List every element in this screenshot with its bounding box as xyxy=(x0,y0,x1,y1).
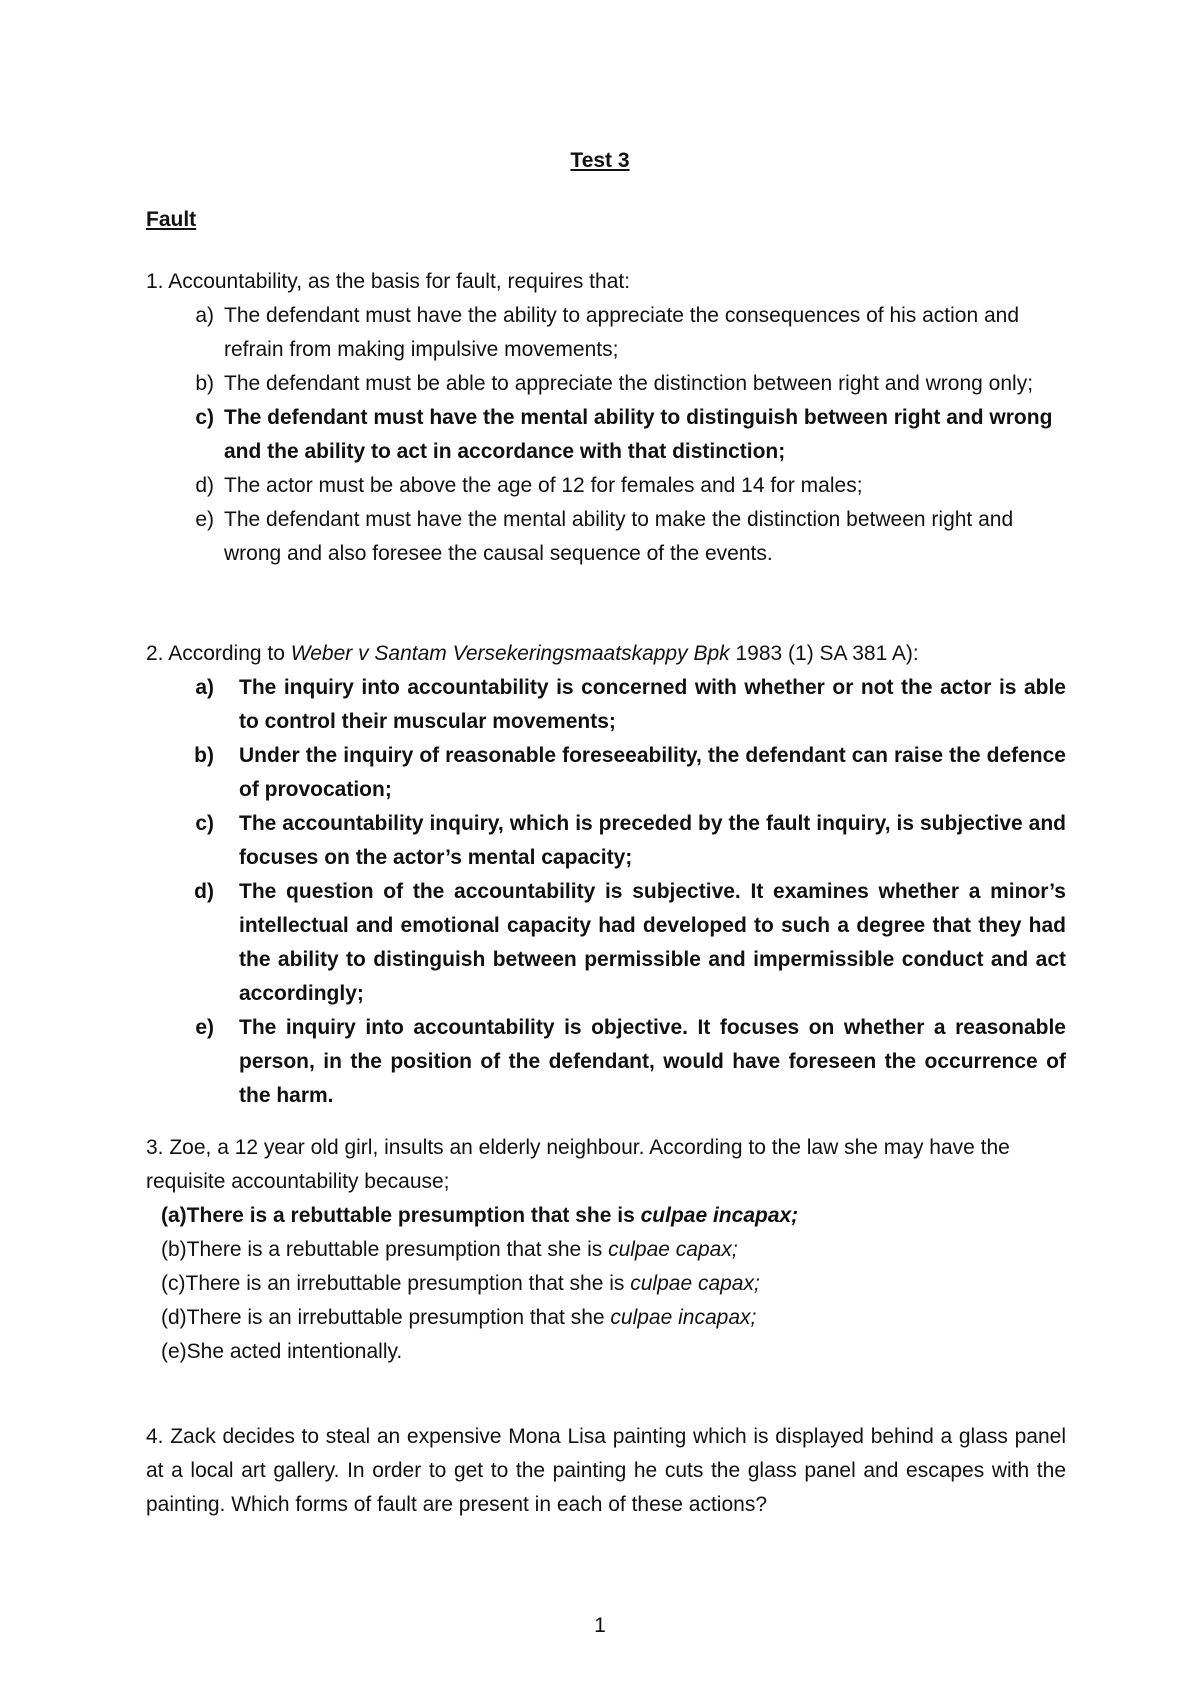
option-item xyxy=(146,299,1066,367)
option-text: The inquiry into accountability is concerned with whether or not the actor is able to control their muscular movements; xyxy=(239,676,1066,733)
option-label: e) xyxy=(195,1016,214,1039)
option-label: b) xyxy=(195,372,214,395)
option-label: d) xyxy=(194,880,214,903)
option-text: The inquiry into accountability is objective. It focuses on whether a reasonable person, in the position of the defendant, would have foreseen the occurrence of the harm. xyxy=(239,1016,1066,1107)
question-2 xyxy=(146,637,1066,1113)
option-item xyxy=(146,469,1066,503)
question-4 xyxy=(146,1420,1066,1522)
latin-term: culpae incapax; xyxy=(610,1306,757,1329)
question-1 xyxy=(146,265,1066,571)
latin-term: culpae capax; xyxy=(608,1238,738,1261)
section-heading: Fault xyxy=(146,208,197,231)
option-text xyxy=(186,1267,1067,1301)
latin-term: culpae incapax; xyxy=(640,1204,799,1227)
stem-prefix: 2. According to xyxy=(146,642,291,665)
option-body: There is an irrebuttable presumption that she xyxy=(186,1306,611,1329)
option-text xyxy=(187,1233,1066,1267)
option-label: (c) xyxy=(161,1272,186,1295)
option-label: c) xyxy=(195,812,214,835)
option-label: e) xyxy=(195,508,214,531)
option-text: The defendant must have the mental ability to distinguish between right and wrong and the ability to act in accordance with that distinction; xyxy=(224,406,1053,463)
option-label: (e) xyxy=(161,1340,187,1363)
option-list xyxy=(146,299,1066,571)
option-text: The actor must be above the age of 12 for females and 14 for males; xyxy=(224,474,863,497)
option-label: a) xyxy=(195,304,214,327)
option-item xyxy=(146,739,1066,807)
page-number: 1 xyxy=(594,1614,606,1637)
option-label: (a) xyxy=(161,1204,187,1227)
option-list xyxy=(146,671,1066,1113)
option-text: The question of the accountability is subjective. It examines whether a minor’s intellectual and emotional capacity had developed to such a degree that they had the ability to distinguish between permissible and impermissible conduct and act accordingly; xyxy=(239,880,1066,1005)
option-item xyxy=(146,807,1066,875)
question-stem xyxy=(146,637,1066,671)
latin-term: culpae capax; xyxy=(630,1272,760,1295)
question-stem: 3. Zoe, a 12 year old girl, insults an elderly neighbour. According to the law she may have the requisite accountability because; xyxy=(146,1136,1010,1193)
case-citation: Weber v Santam Versekeringsmaatskappy Bpk xyxy=(290,642,730,665)
option-text: The defendant must be able to appreciate the distinction between right and wrong only; xyxy=(224,372,1034,395)
option-item-correct xyxy=(146,401,1066,469)
option-item xyxy=(146,1011,1066,1113)
option-item xyxy=(161,1267,1066,1301)
document-title: Test 3 xyxy=(570,149,630,172)
option-item xyxy=(146,671,1066,739)
option-body: There is a rebuttable presumption that she is xyxy=(186,1204,641,1227)
stem-suffix: 1983 (1) SA 381 A): xyxy=(729,642,919,665)
option-text xyxy=(187,1199,1066,1233)
option-label: b) xyxy=(194,744,214,767)
option-body: There is an irrebuttable presumption that she is xyxy=(185,1272,631,1295)
option-item xyxy=(161,1335,1066,1369)
option-label: (d) xyxy=(161,1306,187,1329)
option-item-correct xyxy=(161,1199,1066,1233)
option-label: d) xyxy=(195,474,214,497)
option-item xyxy=(161,1301,1066,1335)
option-label: c) xyxy=(195,406,214,429)
option-text: The defendant must have the mental ability to make the distinction between right and wrong and also foresee the causal sequence of the events. xyxy=(224,508,1014,565)
option-item xyxy=(146,503,1066,571)
option-body: There is a rebuttable presumption that she is xyxy=(186,1238,609,1261)
option-label: a) xyxy=(195,676,214,699)
option-label: (b) xyxy=(161,1238,187,1261)
option-text: Under the inquiry of reasonable foreseeability, the defendant can raise the defence of provocation; xyxy=(239,744,1066,801)
option-text: She acted intentionally. xyxy=(186,1340,403,1363)
question-stem: 4. Zack decides to steal an expensive Mona Lisa painting which is displayed behind a glass panel at a local art gallery. In order to get to the painting he cuts the glass panel and escapes with the painting. Which forms of fault are present in each of these actions? xyxy=(146,1425,1066,1516)
option-text: The defendant must have the ability to appreciate the consequences of his action and refrain from making impulsive movements; xyxy=(224,304,1020,361)
question-3 xyxy=(146,1131,1066,1369)
question-stem: 1. Accountability, as the basis for fault, requires that: xyxy=(146,270,631,293)
option-text: The accountability inquiry, which is preceded by the fault inquiry, is subjective and focuses on the actor’s mental capacity; xyxy=(239,812,1066,869)
option-item-correct xyxy=(146,875,1066,1011)
option-item xyxy=(146,367,1066,401)
option-list xyxy=(146,1199,1066,1369)
option-item xyxy=(161,1233,1066,1267)
option-text xyxy=(187,1301,1066,1335)
